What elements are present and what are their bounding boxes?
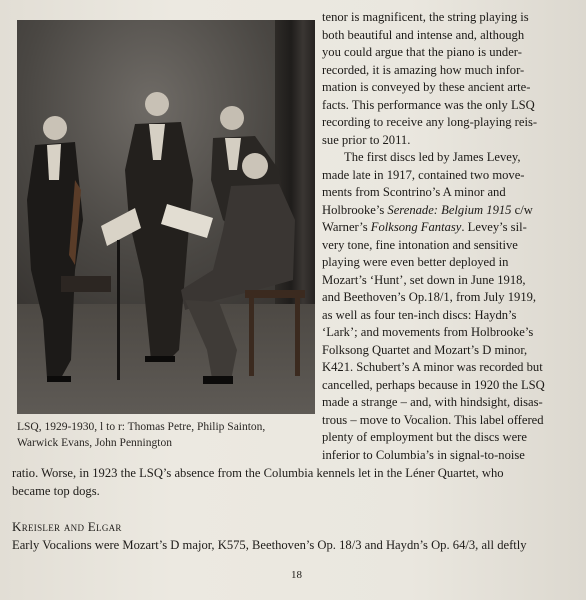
text-line: made late in 1917, contained two move- (322, 167, 525, 182)
text-line: as well as four ten-inch discs: Haydn’s (322, 307, 517, 322)
section-intro-line: Early Vocalions were Mozart’s D major, K575, Beethoven’s Op. 18/3 and Haydn’s Op. 64/3, all deftly (12, 538, 527, 552)
text-line: recorded, it is amazing how much infor- (322, 62, 525, 77)
text-line (322, 219, 582, 237)
text-line: both beautiful and intense and, although (322, 27, 525, 42)
text-line: facts. This performance was the only LSQ (322, 97, 535, 112)
full-width-paragraph (12, 465, 582, 500)
text-line: tenor is magnificent, the string playing is (322, 10, 529, 24)
work-title: Folksong Fantasy (370, 220, 462, 234)
text-run: Warner’s (322, 220, 371, 234)
text-line: very tone, fine intonation and sensitive (322, 237, 518, 252)
text-line: you could argue that the piano is under- (322, 45, 522, 59)
text-line: trous – move to Vocalion. This label offered (322, 412, 544, 427)
caption-line-1: LSQ, 1929-1930, l to r: Thomas Petre, Philip Sainton, (17, 421, 266, 433)
text-line: inferior to Columbia’s in signal-to-noise (322, 447, 525, 462)
text-line: and Beethoven’s Op.18/1, from July 1919, (322, 290, 537, 304)
right-text-column (322, 9, 582, 464)
text-line: sue prior to 2011. (322, 132, 411, 147)
text-line: recording to receive any long-playing reis- (322, 115, 538, 129)
text-run: . Levey’s sil- (461, 220, 527, 234)
text-run: c/w (511, 202, 533, 217)
text-line: ments from Scontrino’s A minor and (322, 185, 506, 199)
text-line: Folksong Quartet and Mozart’s D minor, (322, 342, 528, 357)
text-line (322, 202, 582, 220)
page-number: 18 (291, 569, 302, 581)
text-line: made a strange – and, with hindsight, disas- (322, 395, 543, 409)
side-table (61, 276, 111, 292)
text-line: became top dogs. (12, 483, 100, 498)
text-line: ‘Lark’; and movements from Holbrooke’s (322, 325, 534, 339)
musician-figures (17, 20, 315, 414)
text-line: mation is conveyed by these ancient arte- (322, 80, 531, 94)
text-run: Holbrooke’s (322, 202, 388, 217)
figure-violinist (27, 116, 83, 382)
caption-line-2: Warwick Evans, John Pennington (17, 437, 172, 449)
paragraph-1 (322, 9, 582, 149)
text-line: The first discs led by James Levey, (344, 150, 521, 164)
text-line: cancelled, perhaps because in 1920 the LSQ (322, 377, 545, 392)
text-line: K421. Schubert’s A minor was recorded but (322, 360, 543, 374)
quartet-photo (17, 20, 315, 414)
section-heading: Kreisler and Elgar (12, 519, 122, 534)
text-line: ratio. Worse, in 1923 the LSQ’s absence from the Columbia kennels let in the Léner Quartet, who (12, 466, 504, 480)
work-title: Serenade: Belgium 1915 (387, 202, 512, 217)
text-line: plenty of employment but the discs were (322, 430, 527, 444)
paragraph-2 (322, 149, 582, 464)
photo-caption (17, 419, 322, 451)
text-line: playing were even better deployed in (322, 255, 509, 269)
text-line: Mozart’s ‘Hunt’, set down in June 1918, (322, 272, 526, 287)
